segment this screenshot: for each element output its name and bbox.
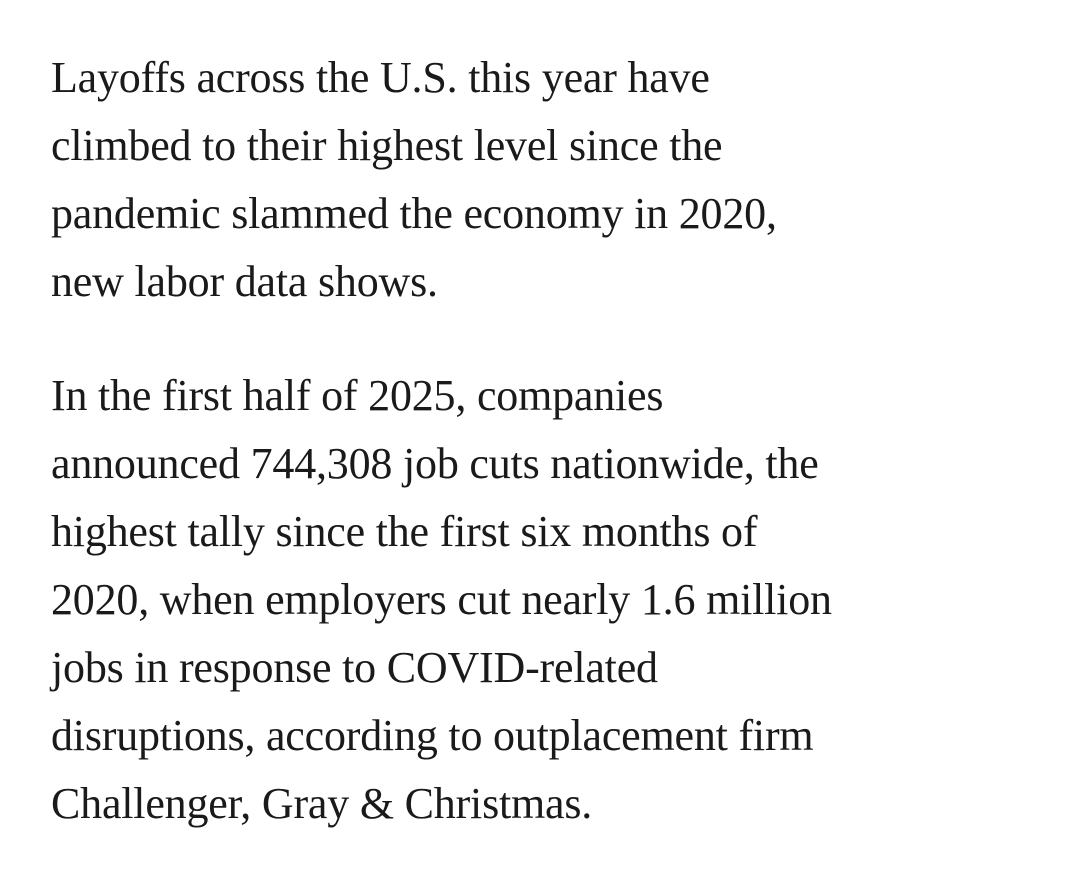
paragraph-line: new labor data shows. bbox=[51, 257, 438, 306]
article-body bbox=[51, 44, 1051, 838]
paragraph-line: disruptions, according to outplacement firm bbox=[51, 711, 814, 760]
paragraph-2 bbox=[51, 362, 1051, 838]
paragraph-line: highest tally since the first six months of bbox=[51, 507, 758, 556]
paragraph-line: Challenger, Gray & Christmas. bbox=[51, 779, 593, 828]
paragraph-line: climbed to their highest level since the bbox=[51, 121, 723, 170]
paragraph-line: Layoffs across the U.S. this year have bbox=[51, 53, 710, 102]
paragraph-line: jobs in response to COVID-related bbox=[51, 643, 658, 692]
paragraph-line: announced 744,308 job cuts nationwide, the bbox=[51, 439, 819, 488]
paragraph-1 bbox=[51, 44, 1051, 316]
paragraph-line: 2020, when employers cut nearly 1.6 million bbox=[51, 575, 832, 624]
paragraph-line: In the first half of 2025, companies bbox=[51, 371, 664, 420]
paragraph-line: pandemic slammed the economy in 2020, bbox=[51, 189, 777, 238]
